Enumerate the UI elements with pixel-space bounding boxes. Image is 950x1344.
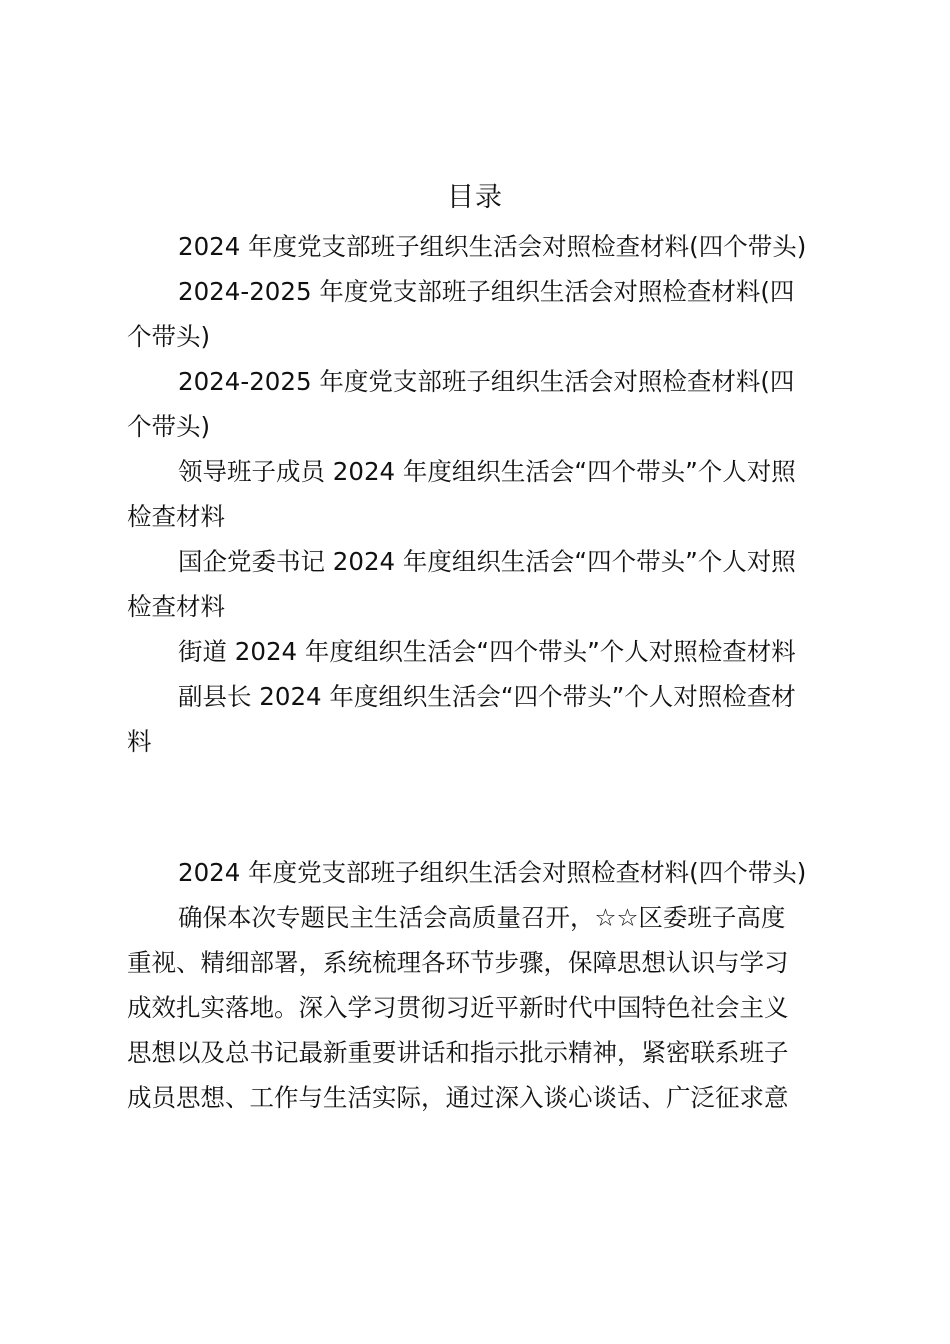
toc-item-text-continued: 个带头) xyxy=(127,322,211,351)
toc-item[interactable] xyxy=(127,629,832,674)
toc-item-text-continued: 料 xyxy=(127,727,152,756)
paragraph-line: 成效扎实落地。深入学习贯彻习近平新时代中国特色社会主义 xyxy=(127,993,789,1022)
toc-item[interactable] xyxy=(127,449,832,539)
paragraph-line: 重视、精细部署，系统梳理各环节步骤，保障思想认识与学习 xyxy=(127,948,789,977)
toc-item[interactable] xyxy=(127,539,832,629)
toc-item[interactable] xyxy=(127,359,832,449)
toc-item-text: 领导班子成员 2024 年度组织生活会“四个带头”个人对照 xyxy=(178,457,796,486)
body-paragraph xyxy=(127,895,832,1120)
toc-item-text: 2024 年度党支部班子组织生活会对照检查材料(四个带头) xyxy=(178,232,807,261)
toc-item-text: 2024-2025 年度党支部班子组织生活会对照检查材料(四 xyxy=(178,277,795,306)
toc-item-text: 2024-2025 年度党支部班子组织生活会对照检查材料(四 xyxy=(178,367,795,396)
toc-item[interactable] xyxy=(127,224,832,269)
paragraph-line: 思想以及总书记最新重要讲话和指示批示精神，紧密联系班子 xyxy=(127,1038,789,1067)
toc-item-text-continued: 检查材料 xyxy=(127,592,225,621)
toc-item-text: 国企党委书记 2024 年度组织生活会“四个带头”个人对照 xyxy=(178,547,796,576)
toc-item[interactable] xyxy=(127,269,832,359)
toc-item-text-continued: 检查材料 xyxy=(127,502,225,531)
toc-item-text: 副县长 2024 年度组织生活会“四个带头”个人对照检查材 xyxy=(178,682,796,711)
table-of-contents xyxy=(127,224,832,764)
toc-title: 目录 xyxy=(447,182,503,213)
toc-item-text: 街道 2024 年度组织生活会“四个带头”个人对照检查材料 xyxy=(178,637,796,666)
section-heading: 2024 年度党支部班子组织生活会对照检查材料(四个带头) xyxy=(178,858,807,887)
paragraph-line: 成员思想、工作与生活实际，通过深入谈心谈话、广泛征求意 xyxy=(127,1083,789,1112)
document-body xyxy=(127,850,832,1120)
paragraph-line: 确保本次专题民主生活会高质量召开，☆☆区委班子高度 xyxy=(178,903,786,932)
toc-item-text-continued: 个带头) xyxy=(127,412,211,441)
toc-item[interactable] xyxy=(127,674,832,764)
